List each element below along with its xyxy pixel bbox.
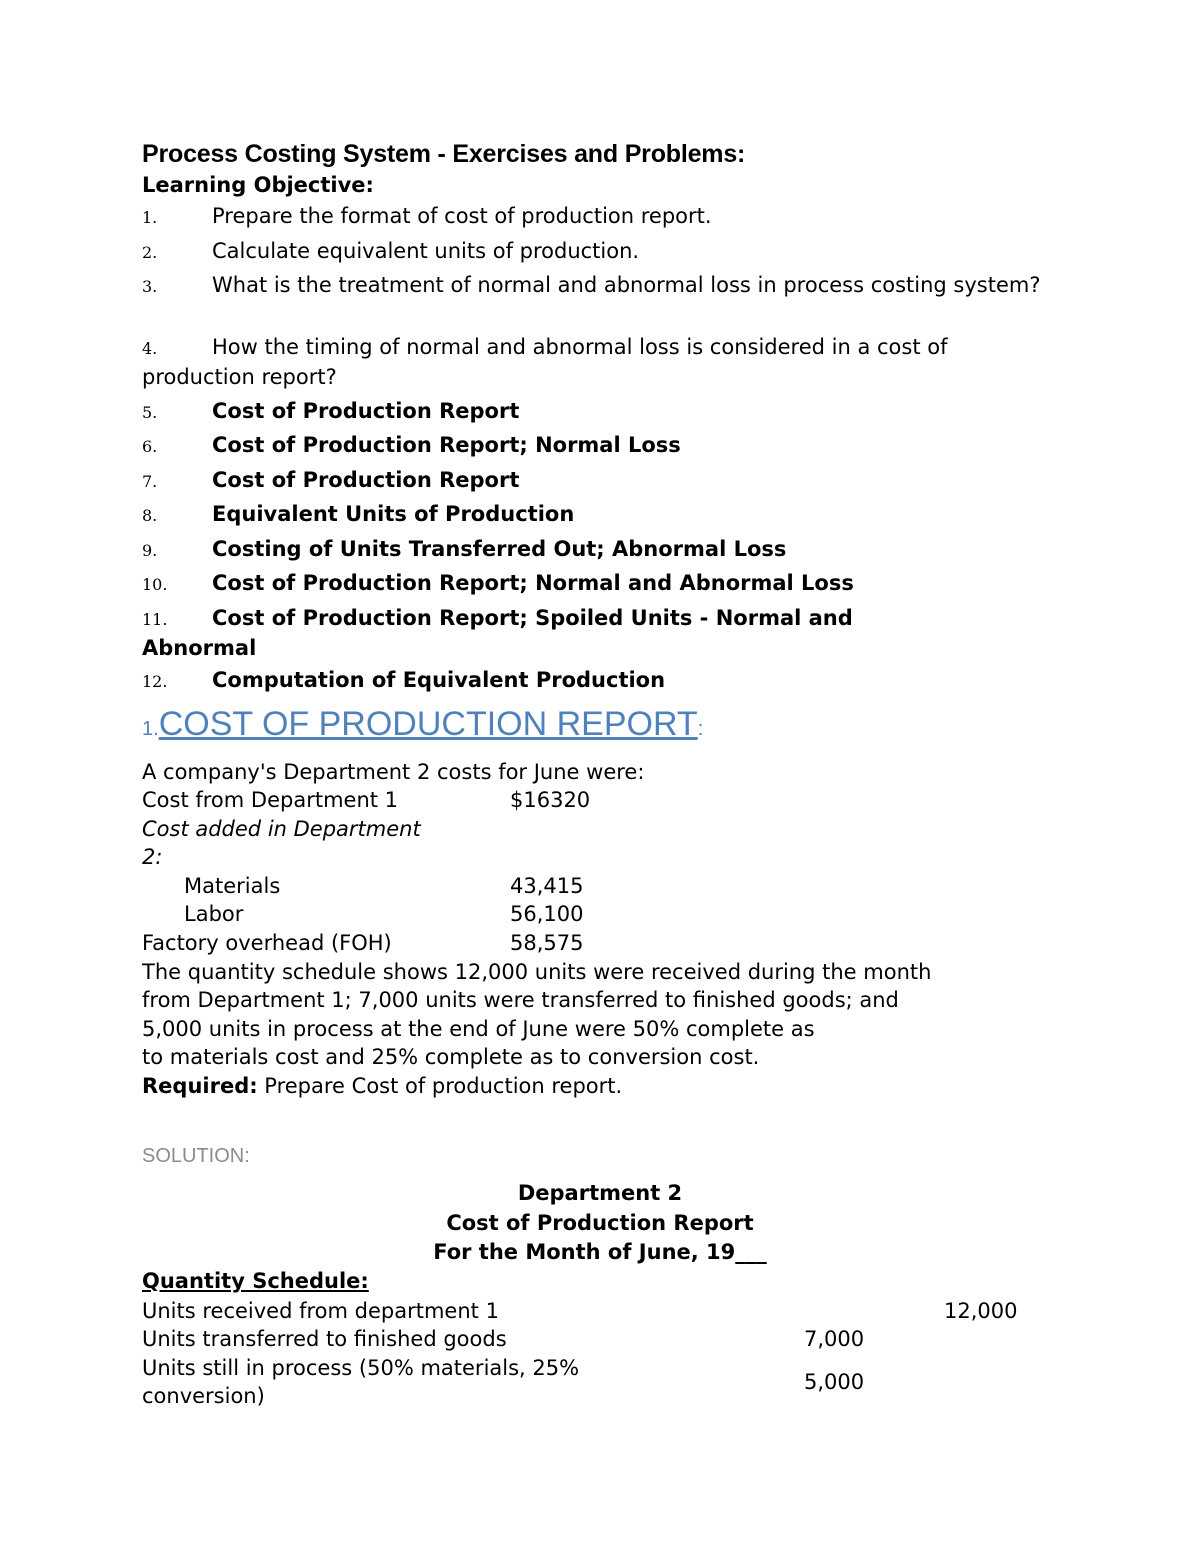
report-heading-title: Cost of Production Report bbox=[446, 1211, 754, 1235]
objective-item bbox=[142, 431, 1042, 461]
objective-item bbox=[142, 500, 1042, 530]
row-amount-col2: 12,000 bbox=[944, 1299, 1018, 1323]
objective-number: 7. bbox=[142, 472, 158, 491]
cost-value: 43,415 bbox=[510, 874, 584, 898]
cost-value: $16320 bbox=[510, 788, 591, 812]
foh-row bbox=[142, 931, 602, 955]
objective-text: Cost of Production Report; Normal Loss bbox=[212, 433, 681, 457]
problem-paragraph-line: to materials cost and 25% complete as to conversion cost. bbox=[142, 1045, 760, 1069]
problem-paragraph-line: from Department 1; 7,000 units were transferred to finished goods; and bbox=[142, 988, 899, 1012]
learning-objective-heading: Learning Objective: bbox=[142, 173, 374, 197]
objective-number: 2. bbox=[142, 243, 158, 262]
required-line bbox=[142, 1074, 622, 1098]
cost-label: Labor bbox=[184, 902, 244, 926]
section-heading bbox=[142, 705, 703, 744]
objective-number: 11. bbox=[142, 610, 168, 629]
objective-number: 6. bbox=[142, 437, 158, 456]
section-title: COST OF PRODUCTION REPORT bbox=[158, 705, 698, 743]
problem-paragraph-line: 5,000 units in process at the end of June were 50% complete as bbox=[142, 1017, 815, 1041]
table-row bbox=[142, 1325, 1042, 1353]
table-row bbox=[142, 1354, 1042, 1410]
objective-number: 4. bbox=[142, 339, 158, 358]
objective-text: Computation of Equivalent Production bbox=[212, 668, 666, 692]
row-label: Units received from department 1 bbox=[142, 1299, 499, 1323]
required-text: Prepare Cost of production report. bbox=[257, 1074, 623, 1098]
objective-text: Prepare the format of cost of production report. bbox=[212, 204, 712, 228]
document-title: Process Costing System - Exercises and Problems: bbox=[142, 140, 746, 168]
problem-paragraph-line: The quantity schedule shows 12,000 units were received during the month bbox=[142, 960, 932, 984]
objective-item bbox=[142, 666, 1042, 696]
report-heading-department: Department 2 bbox=[517, 1181, 683, 1205]
quantity-schedule-heading: Quantity Schedule: bbox=[142, 1269, 369, 1293]
row-amount-col1: 5,000 bbox=[804, 1370, 865, 1394]
cost-added-label: 2: bbox=[142, 845, 163, 869]
row-label: Units still in process (50% materials, 25% conversion) bbox=[142, 1356, 580, 1408]
objective-text: Calculate equivalent units of production. bbox=[212, 239, 640, 263]
section-colon: : bbox=[697, 718, 704, 740]
cost-value: 58,575 bbox=[510, 931, 584, 955]
objective-item bbox=[142, 604, 942, 663]
objective-number: 5. bbox=[142, 403, 158, 422]
objective-text: Cost of Production Report bbox=[212, 468, 520, 492]
objective-item bbox=[142, 333, 1042, 392]
materials-row bbox=[142, 874, 602, 898]
cost-from-dept1-row bbox=[142, 788, 602, 812]
table-row bbox=[142, 1297, 1042, 1325]
objective-number: 8. bbox=[142, 506, 158, 525]
cost-value: 56,100 bbox=[510, 902, 584, 926]
cost-label: Factory overhead (FOH) bbox=[142, 931, 392, 955]
objective-item bbox=[142, 271, 1042, 301]
objective-text: Costing of Units Transferred Out; Abnormal Loss bbox=[212, 537, 787, 561]
objective-text: What is the treatment of normal and abnormal loss in process costing system? bbox=[212, 273, 1041, 297]
labor-row bbox=[142, 902, 602, 926]
objective-text: Equivalent Units of Production bbox=[212, 502, 575, 526]
cost-added-label: Cost added in Department bbox=[142, 817, 421, 841]
objective-number: 3. bbox=[142, 277, 158, 296]
row-label: Units transferred to finished goods bbox=[142, 1327, 507, 1351]
objective-item bbox=[142, 202, 1042, 232]
report-heading-period: For the Month of June, 19___ bbox=[433, 1240, 767, 1264]
solution-label: SOLUTION: bbox=[142, 1145, 250, 1167]
objective-number: 1. bbox=[142, 208, 158, 227]
objective-text: Cost of Production Report bbox=[212, 399, 520, 423]
cost-label: Materials bbox=[184, 874, 281, 898]
row-amount-col1: 7,000 bbox=[804, 1327, 865, 1351]
objective-number: 12. bbox=[142, 672, 168, 691]
required-label: Required: bbox=[142, 1074, 258, 1098]
objective-text: How the timing of normal and abnormal loss is considered in a cost of production report? bbox=[142, 335, 948, 389]
objective-number: 9. bbox=[142, 541, 158, 560]
cost-label: Cost from Department 1 bbox=[142, 788, 399, 812]
objective-text: Cost of Production Report; Normal and Abnormal Loss bbox=[212, 571, 854, 595]
objective-text: Cost of Production Report; Spoiled Units - Normal and Abnormal bbox=[142, 606, 853, 660]
objective-item bbox=[142, 237, 1042, 267]
objective-number: 10. bbox=[142, 575, 168, 594]
objective-item bbox=[142, 466, 1042, 496]
problem-intro: A company's Department 2 costs for June were: bbox=[142, 760, 645, 784]
objective-item bbox=[142, 397, 1042, 427]
section-number: 1. bbox=[142, 718, 159, 740]
objective-item bbox=[142, 569, 1042, 599]
objective-item bbox=[142, 535, 1042, 565]
